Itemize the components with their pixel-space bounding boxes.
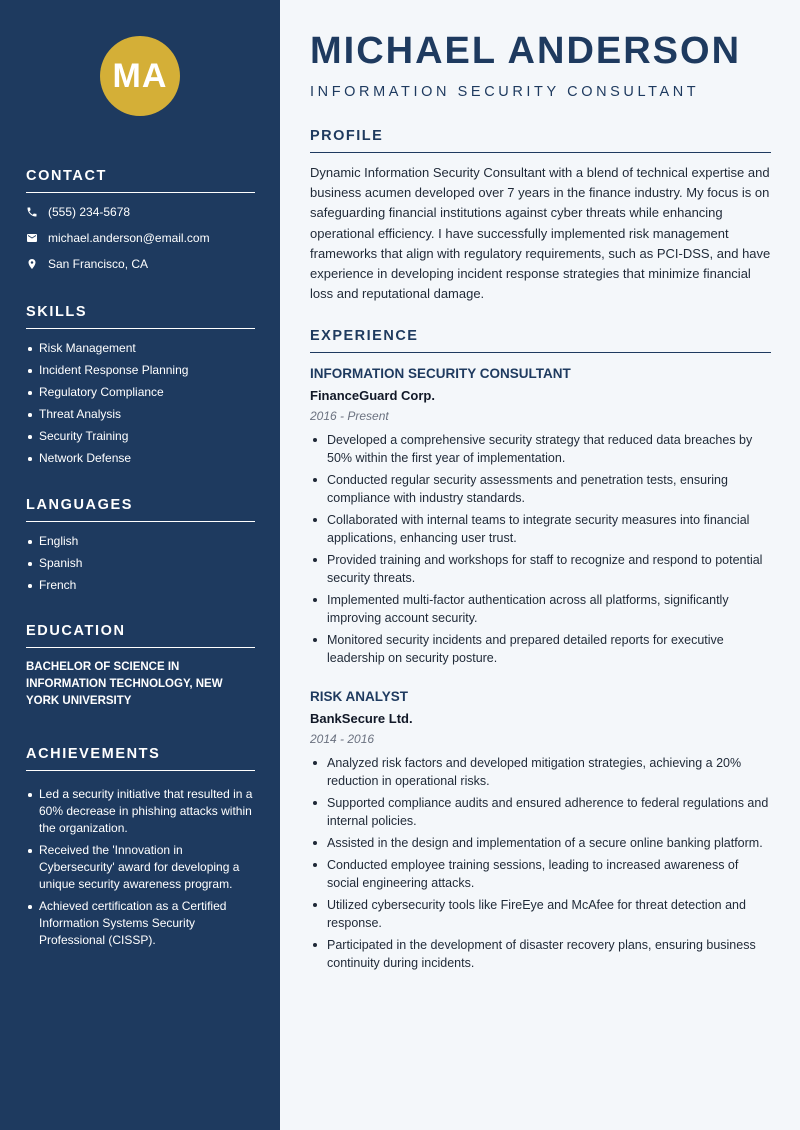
contact-location — [26, 256, 255, 271]
languages-list — [26, 533, 255, 594]
job-role: INFORMATION SECURITY CONSULTANT — [310, 366, 571, 381]
list-item: Assisted in the design and implementation of a secure online banking platform. — [310, 834, 771, 852]
skills-section — [26, 304, 255, 472]
candidate-name: MICHAEL ANDERSON — [310, 30, 742, 72]
contact-email-text[interactable]: michael.anderson@email.com — [48, 230, 210, 245]
education-section — [26, 623, 255, 710]
candidate-title: INFORMATION SECURITY CONSULTANT — [310, 84, 700, 100]
list-item: Analyzed risk factors and developed mitigation strategies, achieving a 20% reduction in operational risks. — [310, 754, 771, 790]
list-item: Security Training — [26, 428, 255, 445]
contact-section — [26, 168, 255, 271]
list-item: English — [26, 533, 255, 550]
location-icon — [26, 258, 38, 270]
contact-heading: CONTACT — [26, 168, 255, 193]
list-item: Conducted regular security assessments and penetration tests, ensuring compliance with industry standards. — [310, 471, 771, 507]
list-item: Incident Response Planning — [26, 362, 255, 379]
skills-heading: SKILLS — [26, 304, 255, 329]
contact-location-text: San Francisco, CA — [48, 256, 149, 271]
list-item: Supported compliance audits and ensured adherence to federal regulations and internal policies. — [310, 794, 771, 830]
experience-heading: EXPERIENCE — [310, 328, 771, 353]
list-item: Achieved certification as a Certified Information Systems Security Professional (CISSP). — [26, 898, 255, 949]
phone-icon — [26, 206, 38, 218]
job-bullets — [310, 754, 771, 972]
experience-job — [310, 366, 771, 671]
profile-heading: PROFILE — [310, 128, 771, 153]
education-degree: BACHELOR OF SCIENCE IN INFORMATION TECHNOLOGY, NEW YORK UNIVERSITY — [26, 661, 223, 707]
contact-email — [26, 230, 255, 245]
list-item: Monitored security incidents and prepared detailed reports for executive leadership on security posture. — [310, 631, 771, 667]
job-dates: 2016 - Present — [310, 409, 389, 423]
list-item: Conducted employee training sessions, leading to increased awareness of social engineering attacks. — [310, 856, 771, 892]
achievements-heading: ACHIEVEMENTS — [26, 746, 255, 771]
experience-job — [310, 689, 771, 976]
languages-section — [26, 497, 255, 599]
list-item: Implemented multi-factor authentication across all platforms, significantly improving account security. — [310, 591, 771, 627]
list-item: Regulatory Compliance — [26, 384, 255, 401]
list-item: Led a security initiative that resulted in a 60% decrease in phishing attacks within the organization. — [26, 786, 255, 837]
list-item: Utilized cybersecurity tools like FireEye and McAfee for threat detection and response. — [310, 896, 771, 932]
list-item: Provided training and workshops for staff to recognize and respond to potential security threats. — [310, 551, 771, 587]
list-item: Threat Analysis — [26, 406, 255, 423]
avatar-initials: MA — [112, 56, 168, 95]
education-heading: EDUCATION — [26, 623, 255, 648]
sidebar — [0, 0, 280, 1130]
email-icon — [26, 232, 38, 244]
contact-phone-text[interactable]: (555) 234-5678 — [48, 204, 131, 219]
list-item: Spanish — [26, 555, 255, 572]
list-item: Risk Management — [26, 340, 255, 357]
achievements-list — [26, 786, 255, 949]
list-item: Received the 'Innovation in Cybersecurity' award for developing a unique security awareness program. — [26, 842, 255, 893]
list-item: French — [26, 577, 255, 594]
avatar — [100, 36, 180, 116]
list-item: Network Defense — [26, 450, 255, 467]
list-item: Participated in the development of disaster recovery plans, ensuring business continuity during incidents. — [310, 936, 771, 972]
list-item: Developed a comprehensive security strategy that reduced data breaches by 50% within the first year of implementation. — [310, 431, 771, 467]
job-bullets — [310, 431, 771, 667]
profile-text: Dynamic Information Security Consultant with a blend of technical expertise and business acumen developed over 7 years in the finance industry. My focus is on safeguarding financial institutions against cyber threats while enhancing operational efficiency. I have successfully implemented risk management frameworks that align with regulatory requirements, such as PCI-DSS, and have experience in developing incident response strategies that minimize financial loss and reputational damage. — [310, 165, 771, 302]
job-role: RISK ANALYST — [310, 689, 409, 704]
languages-heading: LANGUAGES — [26, 497, 255, 522]
skills-list — [26, 340, 255, 467]
job-company: BankSecure Ltd. — [310, 711, 413, 726]
job-company: FinanceGuard Corp. — [310, 388, 435, 403]
achievements-section — [26, 746, 255, 954]
contact-phone — [26, 204, 255, 219]
list-item: Collaborated with internal teams to integrate security measures into financial applications, enhancing user trust. — [310, 511, 771, 547]
job-dates: 2014 - 2016 — [310, 732, 375, 746]
